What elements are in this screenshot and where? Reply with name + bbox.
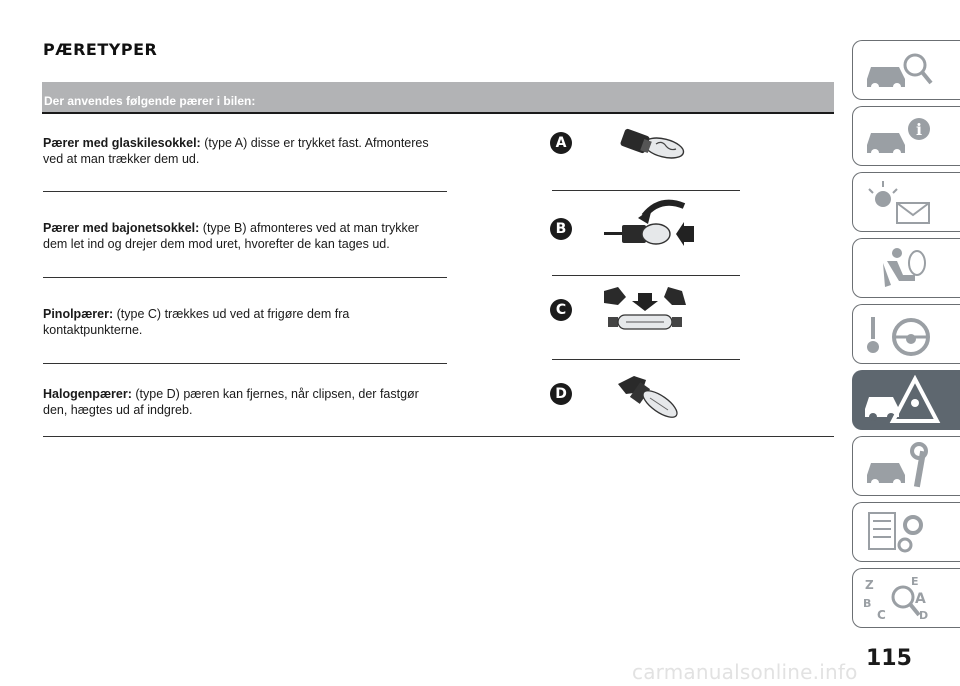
alphabetical-index-icon <box>861 573 941 625</box>
row-divider-left <box>43 363 447 364</box>
row-divider-left <box>43 277 447 278</box>
svg-text:B: B <box>863 597 872 610</box>
page-title: PÆRETYPER <box>43 40 158 59</box>
row-divider-left <box>43 191 447 192</box>
bulb-row-c-label: Pinolpærer: <box>43 307 114 321</box>
tab-maintenance[interactable] <box>852 436 960 496</box>
svg-text:D: D <box>919 609 929 622</box>
car-search-icon <box>861 45 941 97</box>
page-number: 115 <box>866 646 912 671</box>
badge-c: C <box>550 299 572 321</box>
tab-index[interactable] <box>852 568 960 628</box>
bulb-row-b-description: (type B) afmonteres ved at man trykker dem let ind og drejer dem mod uret, hvorefter de kan tages ud. <box>43 221 419 251</box>
badge-b: B <box>550 218 572 240</box>
festoon-bulb-icon <box>600 283 692 335</box>
row-divider-right <box>552 359 740 360</box>
watermark-text: carmanualsonline.info <box>632 660 858 684</box>
seat-airbag-icon <box>861 243 941 295</box>
tab-safety[interactable] <box>852 238 960 298</box>
car-breakdown-warning-icon <box>861 375 941 427</box>
svg-text:i: i <box>916 120 923 139</box>
tab-car-search[interactable] <box>852 40 960 100</box>
bulb-row-a-description: (type A) disse er trykket fast. Afmonteres ved at man trækker dem ud. <box>43 136 429 166</box>
bulb-row-a-text <box>43 135 443 167</box>
bulb-row-a-label: Pærer med glaskilesokkel: <box>43 136 201 150</box>
bulb-row-d-description: (type D) pæren kan fjernes, når clipsen, der fastgør den, hægtes ud af indgreb. <box>43 387 419 417</box>
svg-text:A: A <box>915 591 926 607</box>
wedge-bulb-icon <box>612 126 688 166</box>
badge-a: A <box>550 132 572 154</box>
bulb-row-b-text <box>43 220 443 252</box>
tab-warning-lights[interactable] <box>852 172 960 232</box>
row-divider-right <box>552 275 740 276</box>
row-divider-right <box>552 190 740 191</box>
bulb-row-d-label: Halogenpærer: <box>43 387 132 401</box>
key-steering-wheel-icon <box>861 309 941 361</box>
table-header-band <box>42 82 834 114</box>
tab-emergency[interactable] <box>852 370 960 430</box>
svg-text:C: C <box>877 608 886 622</box>
tab-starting-driving[interactable] <box>852 304 960 364</box>
car-info-icon <box>861 111 941 163</box>
specifications-gear-icon <box>861 507 941 559</box>
car-wrench-icon <box>861 441 941 493</box>
table-header-text: Der anvendes følgende pærer i bilen: <box>44 94 256 108</box>
bulb-row-d-text <box>43 386 443 418</box>
bulb-row-c-text <box>43 306 443 338</box>
svg-text:E: E <box>911 575 919 588</box>
bayonet-bulb-icon <box>600 194 696 252</box>
bulb-row-c-description: (type C) trækkes ud ved at frigøre dem fra kontaktpunkterne. <box>43 307 350 337</box>
tab-car-info[interactable] <box>852 106 960 166</box>
badge-d: D <box>550 383 572 405</box>
warning-light-message-icon <box>861 177 941 229</box>
bulb-row-b-label: Pærer med bajonetsokkel: <box>43 221 200 235</box>
svg-text:Z: Z <box>865 578 874 592</box>
table-bottom-rule <box>43 436 834 437</box>
halogen-bulb-icon <box>612 370 684 420</box>
tab-technical-data[interactable] <box>852 502 960 562</box>
